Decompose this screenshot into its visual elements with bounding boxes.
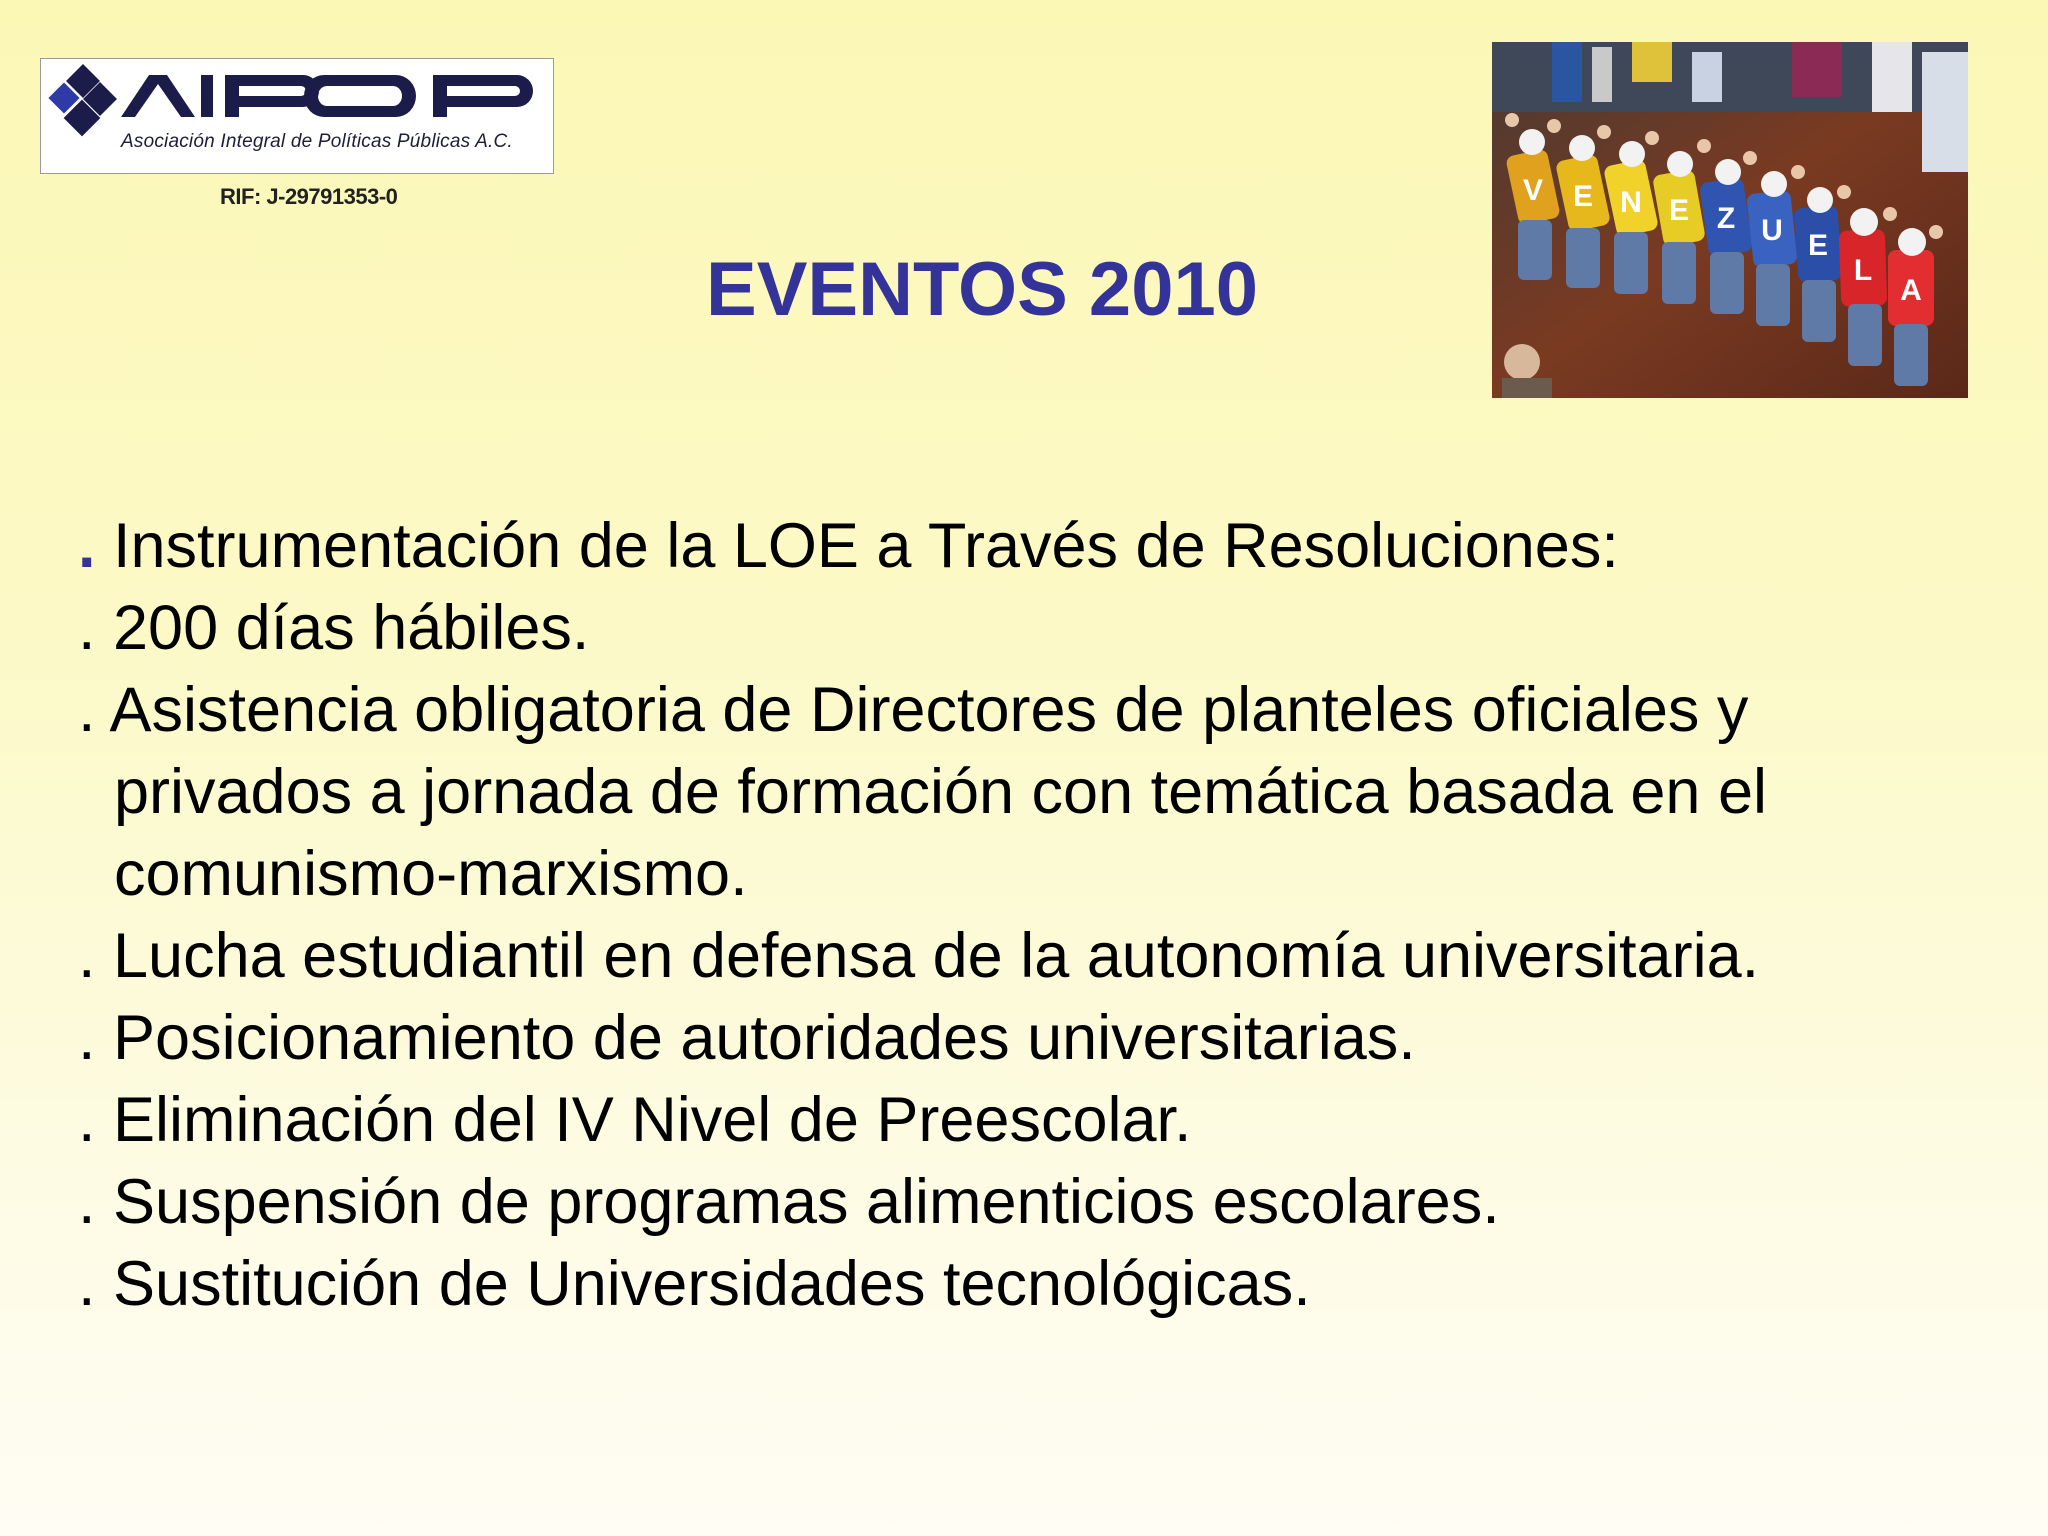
events-list bbox=[78, 505, 1978, 1325]
list-item bbox=[78, 915, 1978, 997]
bullet-dot: . bbox=[78, 1167, 114, 1237]
bullet-dot: . bbox=[78, 1003, 114, 1073]
list-item bbox=[78, 587, 1978, 669]
list-item bbox=[78, 1079, 1978, 1161]
list-item-continuation: comunismo-marxismo. bbox=[114, 839, 748, 909]
photo-letter-u: U bbox=[1761, 214, 1783, 247]
photo-letter-a: A bbox=[1900, 274, 1922, 307]
list-item-text: Eliminación del IV Nivel de Preescolar. bbox=[113, 1085, 1192, 1155]
list-item bbox=[78, 997, 1978, 1079]
bullet-dot: . bbox=[78, 593, 114, 663]
page-title: EVENTOS 2010 bbox=[706, 247, 1259, 332]
bullet-dot: . bbox=[78, 675, 110, 745]
list-item bbox=[78, 1161, 1978, 1243]
photo-letter-z: Z bbox=[1716, 202, 1736, 235]
list-item-text: Sustitución de Universidades tecnológicas. bbox=[113, 1249, 1311, 1319]
aipop-logo-graphic bbox=[41, 59, 555, 175]
logo-tagline: Asociación Integral de Políticas Públicas A.C. bbox=[121, 131, 513, 152]
aipop-wordmark bbox=[121, 75, 533, 117]
list-item-text: Posicionamiento de autoridades universitarias. bbox=[113, 1003, 1416, 1073]
photo-letter-l: L bbox=[1853, 254, 1873, 287]
bullet-dot: . bbox=[78, 921, 114, 991]
diamond-cluster-icon bbox=[48, 64, 117, 136]
list-item-text: Instrumentación de la LOE a Través de Resoluciones: bbox=[113, 511, 1619, 581]
photo-letter-n: N bbox=[1620, 186, 1642, 219]
list-item bbox=[78, 505, 1978, 587]
list-item-text: 200 días hábiles. bbox=[113, 593, 590, 663]
bullet-dot: . bbox=[78, 1085, 114, 1155]
list-item-continuation: privados a jornada de formación con temática basada en el bbox=[114, 757, 1768, 827]
list-item-text: Lucha estudiantil en defensa de la autonomía universitaria. bbox=[113, 921, 1760, 991]
list-item bbox=[78, 1243, 1978, 1325]
venezuela-students-photo bbox=[1492, 42, 1968, 398]
bullet-dot: . bbox=[78, 511, 114, 581]
list-item-text: Asistencia obligatoria de Directores de planteles oficiales y bbox=[109, 675, 1749, 745]
list-item bbox=[78, 669, 1978, 751]
bullet-dot: . bbox=[78, 1249, 114, 1319]
rif-number: RIF: J-29791353-0 bbox=[220, 184, 398, 209]
photo-letter-e: E bbox=[1807, 229, 1829, 262]
photo-letter-e: E bbox=[1668, 194, 1690, 227]
photo-letter-e: E bbox=[1572, 180, 1594, 213]
list-item-text: Suspensión de programas alimenticios escolares. bbox=[113, 1167, 1500, 1237]
photo-letter-v: V bbox=[1522, 174, 1544, 207]
aipop-logo bbox=[40, 58, 554, 174]
